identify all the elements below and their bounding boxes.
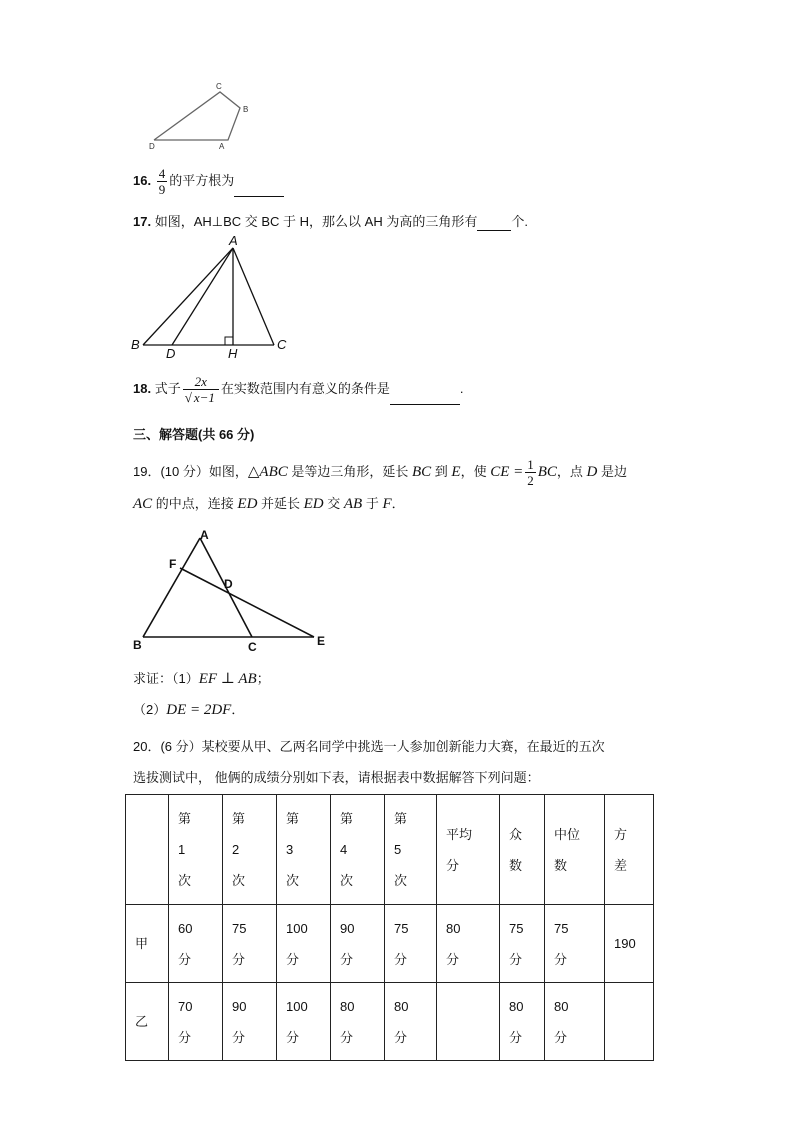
header-cell xyxy=(126,795,169,905)
question-19-line1 xyxy=(133,457,627,488)
q19-ce-eq: CE = xyxy=(490,463,524,480)
table-cell: 75 分 xyxy=(545,905,605,983)
label-e: E xyxy=(317,634,326,648)
triangle-altitude-figure xyxy=(128,232,298,362)
q19-d: D xyxy=(586,463,598,480)
label-b: B xyxy=(131,337,140,352)
q19-half-den: 2 xyxy=(527,473,534,488)
table-row xyxy=(126,905,654,983)
prove-eq2: DE = 2DF xyxy=(166,702,232,718)
table-cell: 80 分 xyxy=(545,983,605,1061)
q18-radicand: x−1 xyxy=(193,390,215,405)
q19-e: E xyxy=(451,463,461,480)
question-16 xyxy=(133,166,284,197)
q16-numerator: 4 xyxy=(158,166,166,181)
q19-ed2: ED xyxy=(303,496,324,512)
header-cell: 平均 分 xyxy=(437,795,500,905)
label-f: F xyxy=(169,557,177,571)
question-20-line1: 20．(6 分）某校要从甲、乙两名同学中挑选一人参加创新能力大赛，在最近的五次 xyxy=(133,739,605,754)
score-table xyxy=(125,794,654,1061)
label-c: C xyxy=(216,82,222,91)
q19-half xyxy=(525,457,536,488)
q19-text-a: 是等边三角形，延长 xyxy=(287,463,412,479)
prove-part2: （2） xyxy=(133,702,167,717)
question-18 xyxy=(133,374,464,405)
header-cell: 中位 数 xyxy=(545,795,605,905)
label-d: D xyxy=(149,142,155,151)
q18-post: 在实数范围内有意义的条件是 xyxy=(220,380,390,396)
label-b: B xyxy=(243,105,249,114)
q19-ac: AC xyxy=(133,496,153,512)
table-cell: 80 分 xyxy=(437,905,500,983)
label-c: C xyxy=(277,337,287,352)
table-cell: 190 xyxy=(605,905,654,983)
prove-eq1: EF ⊥ AB xyxy=(198,671,257,687)
q18-fraction xyxy=(183,374,219,405)
q19-f: F xyxy=(382,496,392,512)
equilateral-triangle-figure xyxy=(128,524,338,654)
q19-text-j: ． xyxy=(391,496,405,511)
label-c: C xyxy=(248,640,257,654)
q19-bc: BC xyxy=(411,463,432,480)
q16-denominator: 9 xyxy=(158,182,166,197)
table-cell: 75 分 xyxy=(223,905,277,983)
prove-label: 求证：（1） xyxy=(133,671,199,686)
table-row xyxy=(126,983,654,1061)
header-cell: 众 数 xyxy=(500,795,545,905)
q19-text-e: 是边 xyxy=(597,463,627,479)
q17-text: 如图，AH⊥BC 交 BC 于 H，那么以 AH 为高的三角形有 xyxy=(154,214,478,229)
q19-half-num: 1 xyxy=(527,457,534,472)
q16-answer-blank[interactable] xyxy=(234,182,284,197)
q16-text: 的平方根为 xyxy=(169,172,235,188)
q19-text-f: 的中点，连接 xyxy=(152,496,238,511)
prove-line1 xyxy=(133,670,270,688)
header-cell: 第 5 次 xyxy=(385,795,437,905)
label-h: H xyxy=(228,346,238,361)
label-b: B xyxy=(133,638,142,652)
q18-end: . xyxy=(459,380,464,396)
table-cell-empty[interactable] xyxy=(437,983,500,1061)
q18-answer-blank[interactable] xyxy=(390,390,460,405)
q19-ed: ED xyxy=(237,496,258,512)
row-name: 甲 xyxy=(126,905,169,983)
q18-pre: 式子 xyxy=(154,380,181,396)
q19-text-h: 交 xyxy=(323,496,344,511)
table-cell-empty[interactable] xyxy=(605,983,654,1061)
quadrilateral-figure xyxy=(140,80,270,152)
q17-number: 17. xyxy=(133,214,152,229)
q19-triangle: △ABC xyxy=(247,463,288,480)
label-a: A xyxy=(200,528,209,542)
q19-text-i: 于 xyxy=(362,496,383,511)
q19-ab: AB xyxy=(343,496,363,512)
table-cell: 75 分 xyxy=(500,905,545,983)
table-cell: 90 分 xyxy=(223,983,277,1061)
q19-bc2: BC xyxy=(537,463,557,480)
header-cell: 第 4 次 xyxy=(331,795,385,905)
header-cell: 方 差 xyxy=(605,795,654,905)
q19-intro: 19．(10 分）如图， xyxy=(133,463,248,479)
table-cell: 80 分 xyxy=(385,983,437,1061)
table-cell: 60 分 xyxy=(169,905,223,983)
header-cell: 第 2 次 xyxy=(223,795,277,905)
header-cell: 第 3 次 xyxy=(277,795,331,905)
table-cell: 80 分 xyxy=(500,983,545,1061)
label-d: D xyxy=(166,346,176,361)
q16-fraction xyxy=(157,166,168,197)
table-cell: 90 分 xyxy=(331,905,385,983)
table-cell: 100 分 xyxy=(277,905,331,983)
prove-semicolon: ； xyxy=(256,671,270,686)
question-19-line2 xyxy=(133,495,405,513)
q18-denominator: √ x−1 xyxy=(184,390,215,405)
label-a: A xyxy=(219,142,225,151)
q19-text-g: 并延长 xyxy=(257,496,304,511)
prove-line2 xyxy=(133,701,244,719)
q19-text-d: ，点 xyxy=(556,463,587,479)
q17-text-end: 个. xyxy=(511,214,528,229)
section-3-title: 三、解答题(共 66 分) xyxy=(133,427,255,442)
q16-number: 16. xyxy=(133,172,152,188)
question-20-line2: 选拔测试中， 他俩的成绩分别如下表，请根据表中数据解答下列问题： xyxy=(133,770,540,785)
q19-text-b: 到 xyxy=(431,463,452,479)
q17-answer-blank[interactable] xyxy=(477,216,511,231)
row-name: 乙 xyxy=(126,983,169,1061)
table-cell: 100 分 xyxy=(277,983,331,1061)
table-cell: 80 分 xyxy=(331,983,385,1061)
q18-numerator: 2x xyxy=(183,374,219,390)
prove-dot: ． xyxy=(231,702,245,717)
label-d: D xyxy=(224,577,233,591)
q18-number: 18. xyxy=(133,380,152,396)
table-cell: 75 分 xyxy=(385,905,437,983)
question-17 xyxy=(133,213,528,231)
header-cell: 第 1 次 xyxy=(169,795,223,905)
table-header-row xyxy=(126,795,654,905)
table-cell: 70 分 xyxy=(169,983,223,1061)
q19-text-c: ，使 xyxy=(460,463,491,479)
label-a: A xyxy=(229,233,238,248)
